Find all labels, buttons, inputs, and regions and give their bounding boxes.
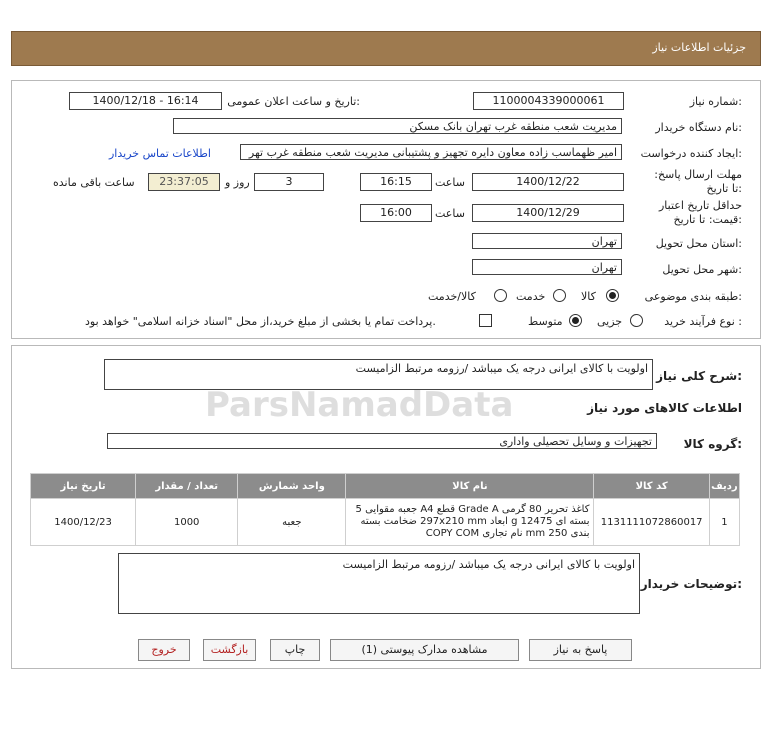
cell-qty: 1000 (136, 499, 238, 546)
cell-unit: جعبه (238, 499, 346, 546)
remaining-label: ساعت باقی مانده (53, 176, 135, 189)
need-number-field: 1100004339000061 (473, 92, 624, 110)
col-unit-header: واحد شمارش (238, 474, 346, 499)
reply-button[interactable]: پاسخ به نیاز (529, 639, 632, 661)
buyer-notes-field: اولویت با کالای ایرانی درجه یک میباشد /رزومه مرتبط الزامیست (118, 553, 640, 614)
process-radio-medium[interactable] (569, 314, 582, 327)
back-button[interactable]: بازگشت (203, 639, 256, 661)
deadline-date-field: 1400/12/22 (472, 173, 624, 191)
treasury-payment-note: پرداخت تمام یا بخشی از مبلغ خرید،از محل "اسناد خزانه اسلامی" خواهد بود. (85, 315, 436, 328)
col-code-header: کد کالا (594, 474, 709, 499)
process-medium-label: متوسط (528, 315, 563, 328)
validity-time-field: 16:00 (360, 204, 432, 222)
goods-group-label: گروه کالا: (683, 437, 742, 451)
days-label: روز و (225, 176, 250, 189)
creator-field: امیر ظهماسب زاده معاون دایره تجهیز و پشتیبانی مدیریت شعب منطقه غرب تهر (240, 144, 622, 160)
contact-buyer-link[interactable]: اطلاعات تماس خریدار (109, 147, 211, 160)
page-header (11, 31, 761, 66)
process-minor-label: جزیی (597, 315, 623, 328)
announce-label: تاریخ و ساعت اعلان عمومی: (227, 95, 360, 108)
category-radio-goods-service[interactable] (494, 289, 507, 302)
city-label: شهر محل تحویل: (662, 263, 742, 276)
col-row-header: ردیف (709, 474, 739, 499)
creator-label: ایجاد کننده درخواست: (640, 147, 742, 160)
category-goods-label: کالا (581, 290, 596, 303)
deadline-label: مهلت ارسال پاسخ: تا تاریخ: (654, 168, 742, 195)
col-qty-header: تعداد / مقدار (136, 474, 238, 499)
table-row (31, 499, 740, 546)
col-date-header: تاریخ نیاز (31, 474, 136, 499)
cell-code: 1131111072860017 (594, 499, 709, 546)
cell-date: 1400/12/23 (31, 499, 136, 546)
goods-table (30, 473, 740, 546)
category-label: طبقه بندی موضوعی: (644, 290, 742, 303)
process-label: نوع فرآیند خرید : (664, 315, 742, 328)
category-radio-service[interactable] (553, 289, 566, 302)
col-name-header: نام کالا (346, 474, 594, 499)
table-header-row (31, 474, 740, 499)
validity-label: حداقل تاریخ اعتبار قیمت: تا تاریخ: (658, 199, 742, 226)
deadline-time-label: ساعت (435, 176, 465, 189)
province-field: تهران (472, 233, 622, 249)
announce-field: 1400/12/18 - 16:14 (69, 92, 222, 110)
exit-button[interactable]: خروج (138, 639, 190, 661)
treasury-payment-checkbox[interactable] (479, 314, 492, 327)
cell-row: 1 (709, 499, 739, 546)
days-field: 3 (254, 173, 324, 191)
need-description-label: شرح کلی نیاز: (656, 369, 742, 383)
category-radio-goods[interactable] (606, 289, 619, 302)
validity-time-label: ساعت (435, 207, 465, 220)
print-button[interactable]: چاپ (270, 639, 320, 661)
buyer-org-field: مدیریت شعب منطقه غرب تهران بانک مسکن (173, 118, 622, 134)
goods-info-title: اطلاعات کالاهای مورد نیاز (587, 401, 742, 415)
cell-name: کاغذ تحریر 80 گرمی Grade A قطع A4 جعبه مقوایی 5 بسته ای g 12475 ابعاد 297x210 mm ضخامت بسته بندی 250 mm نام تجاری COPY COM (346, 499, 594, 546)
need-description-field: اولویت با کالای ایرانی درجه یک میباشد /رزومه مرتبط الزامیست (104, 359, 653, 390)
category-goods-service-label: کالا/خدمت (428, 290, 476, 303)
province-label: استان محل تحویل: (655, 237, 742, 250)
validity-date-field: 1400/12/29 (472, 204, 624, 222)
process-radio-minor[interactable] (630, 314, 643, 327)
deadline-time-field: 16:15 (360, 173, 432, 191)
goods-group-field: تجهیزات و وسایل تحصیلی واداری (107, 433, 657, 449)
need-number-label: شماره نیاز: (689, 95, 742, 108)
remaining-time-field: 23:37:05 (148, 173, 220, 191)
buyer-notes-label: توضیحات خریدار: (640, 577, 742, 591)
attachments-button[interactable]: مشاهده مدارک پیوستی (1) (330, 639, 519, 661)
buyer-org-label: نام دستگاه خریدار: (655, 121, 742, 134)
city-field: تهران (472, 259, 622, 275)
watermark-brand: ParsNamadData (205, 385, 514, 425)
page-title: جزئیات اطلاعات نیاز (652, 41, 746, 54)
category-service-label: خدمت (516, 290, 546, 303)
